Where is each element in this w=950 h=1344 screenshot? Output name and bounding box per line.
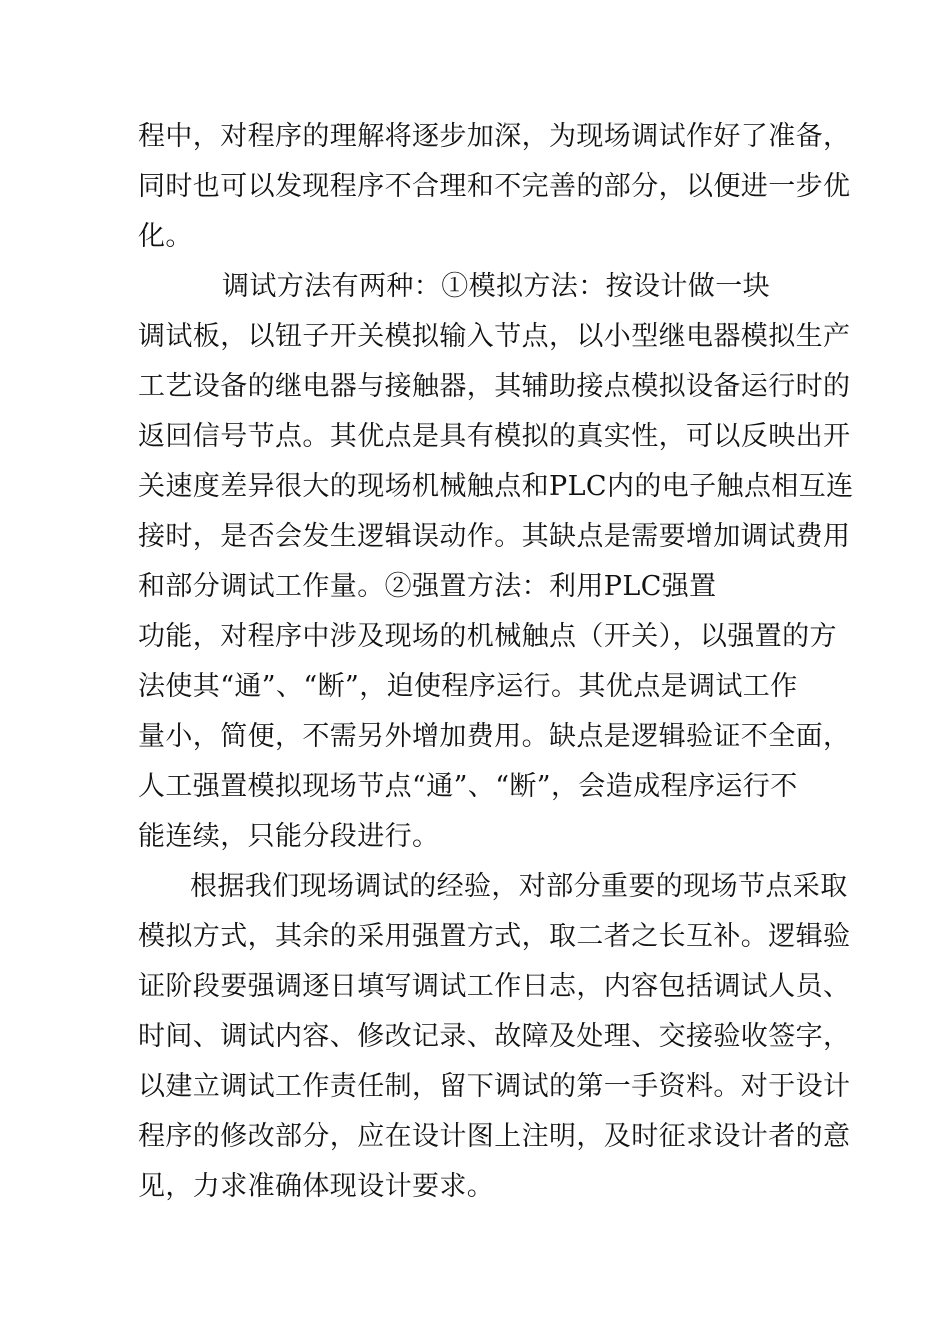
text-line: 法使其“通”、“断”，迫使程序运行。其优点是调试工作 xyxy=(138,671,798,702)
text-line: 工艺设备的继电器与接触器，其辅助接点模拟设备运行时的 xyxy=(138,371,851,402)
text-line: 和部分调试工作量。②强置方法：利用PLC强置 xyxy=(138,571,717,602)
text-line: 功能，对程序中涉及现场的机械触点（开关），以强置的方 xyxy=(138,621,837,652)
text-line: 证阶段要强调逐日填写调试工作日志，内容包括调试人员、 xyxy=(138,971,851,1002)
paragraph-first-line: 调试方法有两种：①模拟方法：按设计做一块 xyxy=(222,271,770,302)
text-line: 人工强置模拟现场节点“通”、“断”，会造成程序运行不 xyxy=(138,771,798,802)
text-line: 关速度差异很大的现场机械触点和PLC内的电子触点相互连 xyxy=(138,471,854,502)
paragraph-first-line: 根据我们现场调试的经验，对部分重要的现场节点采取 xyxy=(190,871,848,902)
text-line: 时间、调试内容、修改记录、故障及处理、交接验收签字， xyxy=(138,1021,851,1052)
text-line: 见，力求准确体现设计要求。 xyxy=(138,1171,495,1202)
text-line: 程中，对程序的理解将逐步加深，为现场调试作好了准备， xyxy=(138,121,851,152)
text-line: 能连续，只能分段进行。 xyxy=(138,821,440,852)
text-line: 量小，简便，不需另外增加费用。缺点是逻辑验证不全面， xyxy=(138,721,851,752)
text-line: 接时，是否会发生逻辑误动作。其缺点是需要增加调试费用 xyxy=(138,521,851,552)
text-line: 同时也可以发现程序不合理和不完善的部分，以便进一步优 xyxy=(138,171,851,202)
text-line: 调试板，以钮子开关模拟输入节点，以小型继电器模拟生产 xyxy=(138,321,851,352)
text-line: 以建立调试工作责任制，留下调试的第一手资料。对于设计 xyxy=(138,1071,851,1102)
text-line: 模拟方式，其余的采用强置方式，取二者之长互补。逻辑验 xyxy=(138,921,851,952)
text-line: 返回信号节点。其优点是具有模拟的真实性，可以反映出开 xyxy=(138,421,851,452)
text-line: 程序的修改部分，应在设计图上注明，及时征求设计者的意 xyxy=(138,1121,851,1152)
text-line: 化。 xyxy=(138,221,193,252)
